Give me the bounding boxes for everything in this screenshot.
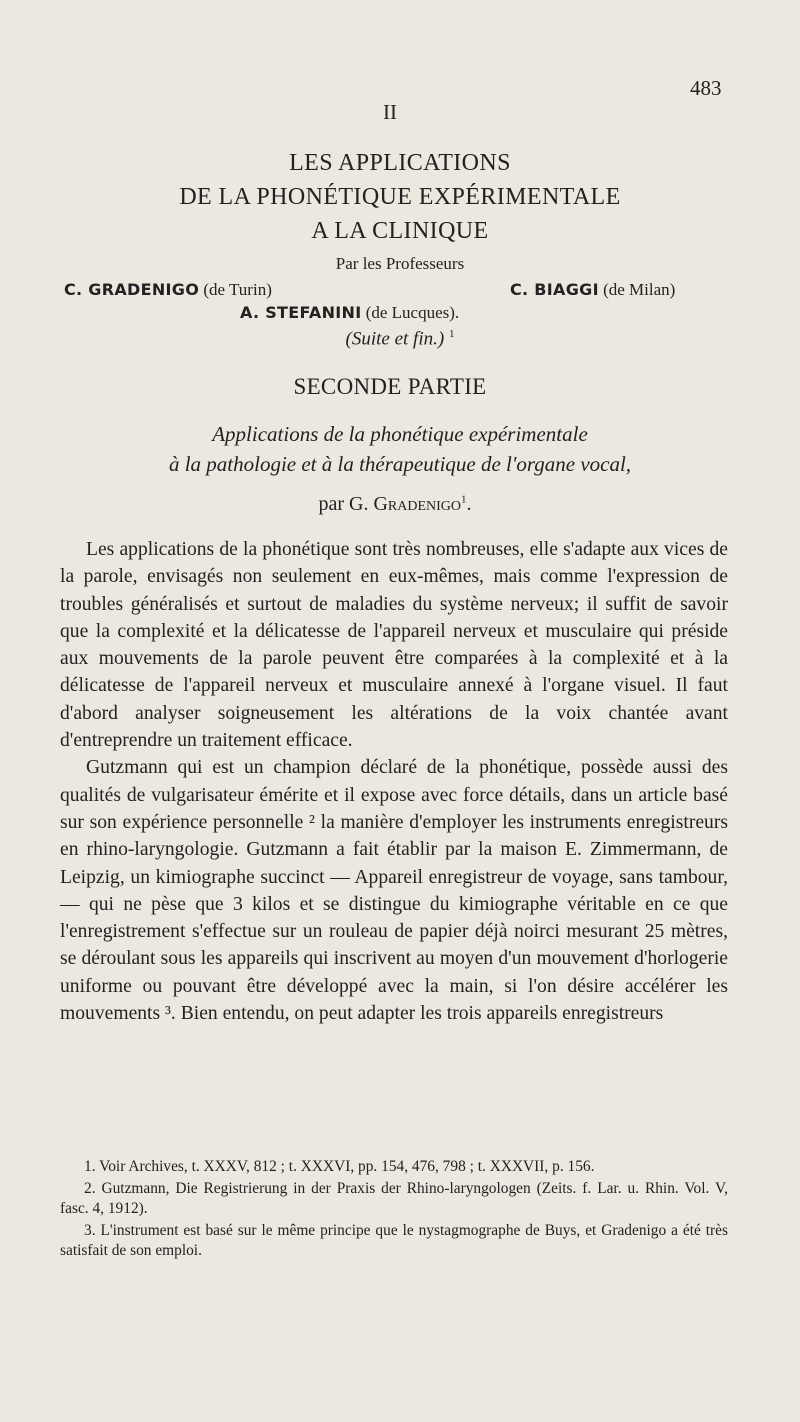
author-place: (de Milan) [603,280,676,299]
author-biaggi [510,280,675,300]
footnote: 3. L'instrument est basé sur le même principe que le nystagmographe de Buys, et Gradenigo a été très satisfait de son emploi. [60,1222,728,1259]
author-name: A. STEFANINI [240,303,362,322]
page-number: 483 [690,76,722,100]
suite-text: (Suite et fin.) [345,328,445,350]
byline-suffix: . [466,493,472,515]
footnote: 2. Gutzmann, Die Registrierung in der Praxis der Rhino-laryngologen (Zeits. f. Lar. u. Rhin. Vol. V, fasc. 4, 1912). [60,1180,728,1217]
author-name: C. GRADENIGO [64,280,200,299]
title-line-1: LES APPLICATIONS [289,150,511,176]
author-stefanini [240,303,459,323]
byline-name: Gradenigo [373,493,462,515]
author-name: C. BIAGGI [510,280,599,299]
footnotes [60,1157,728,1263]
byline-prefix: par G. [318,493,374,515]
author-place: (de Turin) [203,280,272,299]
author-gradenigo [64,280,272,300]
paragraph: Gutzmann qui est un champion déclaré de la phonétique, possède aussi des qualités de vulgarisateur émérite et il expose avec force détails, dans un article basé sur son expérience personnelle ² la manière d'employer les instruments enregistreurs en rhino-laryngologie. Gutzmann a fait établir par la maison E. Zimmermann, de Leipzig, un kimiographe succinct — Appareil enregistreur de voyage, sans tambour, — qui ne pèse que 3 kilos et se distingue du kimiographe véritable en ce que l'enregistrement s'effectue sur un rouleau de papier déjà noirci mesurant 25 mètres, se déroulant sous les appareils qui inscrivent au moyen d'un mouvement d'horlogerie uniforme ou pouvant être développé avec la main, si l'on désire accélérer les mouvements ³. Bien entendu, on peut adapter les trois appareils enregistreurs [60,757,728,1025]
body-text [60,536,728,1027]
paragraph: Les applications de la phonétique sont très nombreuses, elle s'adapte aux vices de la parole, envisagés non seulement en eux-mêmes, mais comme l'expression de troubles généralisés et surtout de maladies du système nerveux; il suffit de savoir que la complexité et la délicatesse de l'appareil nerveux et musculaire qui préside aux mouvements de la parole peuvent être comparées à la complexité et à la délicatesse de l'appareil nerveux et musculaire annexé à l'organe visuel. Il faut d'abord analyser soigneusement les altérations de la voix chantée avant d'entreprendre un traitement efficace. [60,539,728,752]
section-number: II [383,100,397,124]
footnote-ref: 1 [461,493,467,506]
footnote: 1. Voir Archives, t. XXXV, 812 ; t. XXXVI, pp. 154, 476, 798 ; t. XXXVII, p. 156. [84,1158,595,1175]
subtitle-line-2: à la pathologie et à la thérapeutique de l'organe vocal, [168,452,632,476]
author-place: (de Lucques). [365,303,460,322]
subtitle-line-1: Applications de la phonétique expérimentale [212,422,588,446]
byline-intro: Par les Professeurs [335,254,465,273]
part-title: SECONDE PARTIE [293,374,487,399]
footnote-ref: 1 [448,328,455,340]
article-byline [0,493,790,516]
title-line-3: A LA CLINIQUE [311,218,489,244]
suite-et-fin [0,328,800,350]
title-line-2: DE LA PHONÉTIQUE EXPÉRIMENTALE [179,184,621,210]
